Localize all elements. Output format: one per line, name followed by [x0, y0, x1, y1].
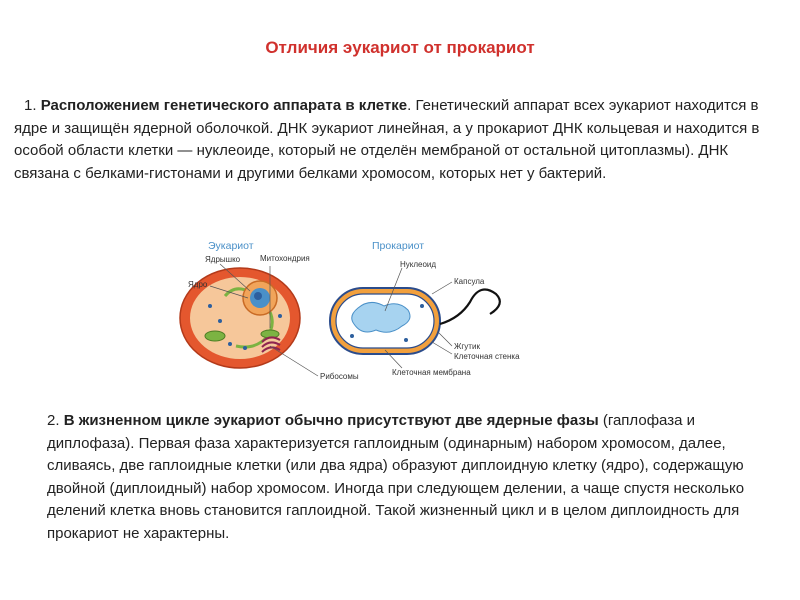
capsule-label: Капсула — [454, 277, 485, 286]
paragraph-1-heading: Расположением генетического аппарата в клетке — [40, 97, 408, 114]
ribosomes-label: Рибосомы — [320, 372, 359, 381]
prokaryote-label: Прокариот — [372, 240, 425, 252]
flagellum-label: Жгутик — [454, 342, 480, 351]
eukaryote-label: Эукариот — [208, 240, 254, 252]
nucleolus-label: Ядрышко — [205, 255, 241, 264]
paragraph-1-text: . Генетический аппарат всех эукариот находится в ядре и защищён ядерной оболочкой. ДНК эукариот линейная, а у прокариот ДНК кольцевая и находится в особой области клетки — нуклеоиде, который не отделён мембраной от остальной цитоплазмы). ДНК связана с белками-гистонами и другими белками хромосом, которых нет у бактерий. — [14, 97, 760, 182]
nucleoid-label: Нуклеоид — [400, 260, 437, 269]
paragraph-2-number: 2. — [47, 412, 60, 429]
paragraph-2 — [47, 410, 757, 545]
paragraph-2-text: (гаплофаза и диплофаза). Первая фаза характеризуется гаплоидным (одинарным) набором хромосом, далее, сливаясь, две гаплоидные клетки (или два ядра) образуют диплоидную клетку (ядро), содержащую двойной (диплоидный) набор хромосом. Иногда при следующем делении, а чаще спустя несколько делений клетка вновь становится гаплоидной. Такой жизненный цикл и в целом диплоидность для прокариот не характерны. — [47, 412, 745, 542]
nucleus-label: Ядро — [188, 280, 208, 289]
paragraph-1 — [14, 95, 774, 185]
page-title: Отличия эукариот от прокариот — [265, 38, 535, 57]
cell-comparison-figure — [170, 236, 550, 386]
cell-membrane-label: Клеточная мембрана — [392, 368, 471, 377]
mitochondria-label: Митохондрия — [260, 254, 310, 263]
paragraph-2-heading: В жизненном цикле эукариот обычно присутствуют две ядерные фазы — [63, 412, 599, 429]
paragraph-1-number: 1. — [24, 97, 37, 114]
cell-wall-label: Клеточная стенка — [454, 352, 520, 361]
